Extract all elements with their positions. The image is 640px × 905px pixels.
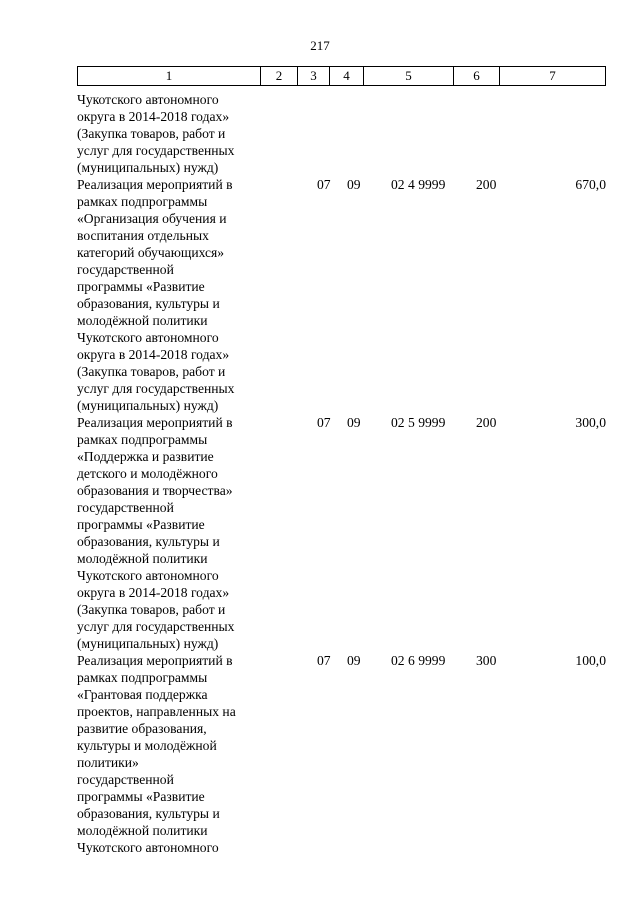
row-target-article: 02 6 9999 (391, 653, 446, 668)
table-body (77, 91, 606, 856)
header-col-6: 6 (453, 67, 499, 85)
row-target-article: 02 4 9999 (391, 177, 446, 192)
table-header (77, 66, 606, 86)
row-section: 07 (317, 415, 331, 430)
row-subsection: 09 (347, 653, 361, 668)
row-section: 07 (317, 653, 331, 668)
table-row (77, 652, 606, 856)
table-row (77, 91, 606, 176)
row-amount: 670,0 (575, 177, 606, 192)
row-description: Реализация мероприятий в рамках подпрограммы «Организация обучения и воспитания отдельных категорий обучающихся» государственной программы «Развитие образования, культуры и молодёжной политики Чукотского автономного округа в 2014-2018 годах» (Закупка товаров, работ и услуг для государственных (муниципальных) нужд) (77, 177, 235, 413)
row-description: Чукотского автономного округа в 2014-2018 годах» (Закупка товаров, работ и услуг для государственных (муниципальных) нужд) (77, 92, 235, 175)
page-number: 217 (310, 38, 330, 53)
row-section: 07 (317, 177, 331, 192)
row-target-article: 02 5 9999 (391, 415, 446, 430)
row-expense-type: 200 (476, 177, 497, 192)
table-row (77, 176, 606, 414)
header-col-4: 4 (329, 67, 363, 85)
header-col-5: 5 (363, 67, 453, 85)
header-col-7: 7 (499, 67, 605, 85)
row-description: Реализация мероприятий в рамках подпрограммы «Грантовая поддержка проектов, направленных на развитие образования, культуры и молодёжной политики» государственной программы «Развитие образования, культуры и молодёжной политики Чукотского автономного (77, 653, 236, 855)
row-subsection: 09 (347, 415, 361, 430)
row-expense-type: 300 (476, 653, 497, 668)
row-description: Реализация мероприятий в рамках подпрограммы «Поддержка и развитие детского и молодёжного образования и творчества» государственной программы «Развитие образования, культуры и молодёжной политики Чукотского автономного округа в 2014-2018 годах» (Закупка товаров, работ и услуг для государственных (муниципальных) нужд) (77, 415, 235, 651)
header-col-2: 2 (260, 67, 297, 85)
row-expense-type: 200 (476, 415, 497, 430)
header-col-3: 3 (297, 67, 329, 85)
row-amount: 100,0 (575, 653, 606, 668)
header-col-1: 1 (165, 68, 173, 83)
row-subsection: 09 (347, 177, 361, 192)
row-amount: 300,0 (575, 415, 606, 430)
table-row (77, 414, 606, 652)
